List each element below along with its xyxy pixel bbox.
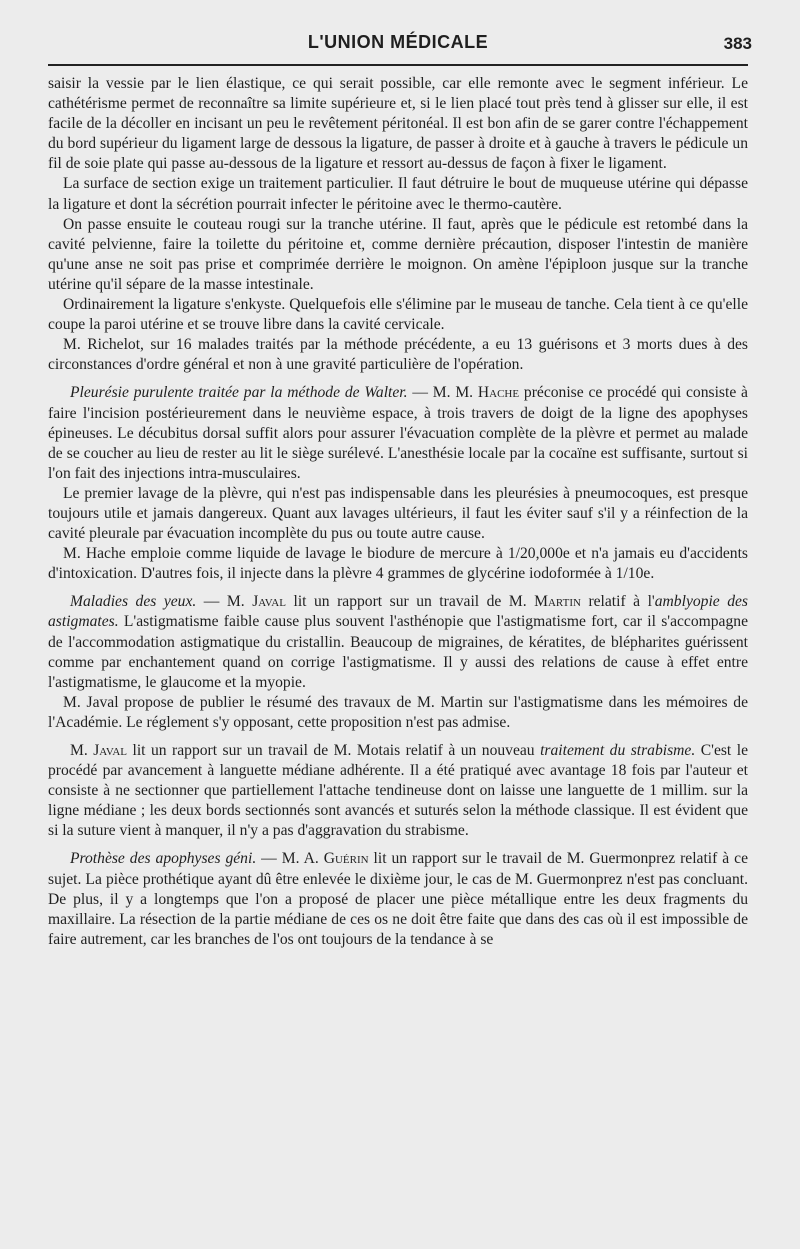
page-header bbox=[48, 0, 752, 62]
page-number: 383 bbox=[723, 34, 752, 53]
section-title: Prothèse des apophyses géni. bbox=[70, 850, 257, 868]
paragraph-5: M. Richelot, sur 16 malades traités par la méthode précédente, a eu 13 guérisons et 3 morts dues à des circonstances d'ordre général et non à une gravité particulière de l'opération. bbox=[48, 336, 748, 374]
paragraph-10: M. Javal propose de publier le résumé des travaux de M. Martin sur l'astigmatisme dans les mémoires de l'Académie. Le réglement s'y opposant, cette proposition n'est pas admise. bbox=[48, 693, 748, 731]
paragraph-8: M. Hache emploie comme liquide de lavage le biodure de mercure à 1/20,000e et n'a jamais eu d'accidents d'intoxication. D'autres fois, il injecte dans la plèvre 4 grammes de glycérine iodoformée à 1/10e. bbox=[48, 545, 748, 583]
author-name: Guérin bbox=[323, 850, 369, 868]
subject-title: amblyopie des astigmates. bbox=[48, 593, 748, 631]
paragraph-4: Ordinairement la ligature s'enkyste. Quelquefois elle s'élimine par le museau de tanche. Cela tient à ce qu'elle coupe la paroi utérine et se trouve libre dans la cavité cervicale. bbox=[48, 296, 748, 334]
section-title: Maladies des yeux. bbox=[70, 593, 197, 611]
section-prothese: Prothèse des apophyses géni. — M. A. Guérin lit un rapport sur le travail de M. Guermonprez relatif à ce sujet. La pièce prothétique ayant dû être enlevée le dixième jour, le cas de M. Guermonprez n'est pas concluant. De plus, il y a longtemps que l'on a proposé de placer une pièce métallique entre les deux fragments du maxillaire. La résection de la partie médiane de ces os ne doit être faite que dans des cas où il est impossible de faire autrement, car les branches de l'os ont toujours de la tendance à se bbox=[48, 850, 748, 948]
running-title: L'UNION MÉDICALE bbox=[307, 32, 489, 52]
paragraph-2: La surface de section exige un traitement particulier. Il faut détruire le bout de muqueuse utérine qui dépasse la ligature et dont la sécrétion pourrait infecter le péritoine avec le thermo-cautère. bbox=[48, 175, 748, 213]
author-name: Javal bbox=[252, 593, 286, 611]
section-pleuresie: Pleurésie purulente traitée par la méthode de Walter. — M. M. Hache préconise ce procédé qui consiste à faire l'incision postérieurement dans le neuvième espace, à trois travers de doigt de la ligne des apophyses épineuses. Le décubitus dorsal suffit alors pour assurer l'évacuation complète de la plèvre et permet au malade de se coucher au lieu de rester au lit le siège surélevé. L'anesthésie locale par la cocaïne est suffisante, surtout si l'on fait des injections intra-musculaires. bbox=[48, 384, 748, 482]
author-name: Hache bbox=[477, 384, 520, 402]
section-title: Pleurésie purulente traitée par la méthode de Walter. bbox=[70, 384, 408, 402]
paragraph-3: On passe ensuite le couteau rougi sur la tranche utérine. Il faut, après que le pédicule est retombé dans la cavité pelvienne, faire la toilette du péritoine et, comme dernière précaution, disposer l'intestin de manière qu'une anse ne soit pas prise et comprimée derrière le moignon. On amène l'épiploon jusque sur la tranche utérine qu'il sépare de la masse intestinale. bbox=[48, 215, 748, 293]
author-name: Javal bbox=[93, 742, 128, 759]
section-strabisme: M. Javal lit un rapport sur un travail de M. Motais relatif à un nouveau traitement du strabisme. C'est le procédé par avancement à languette médiane adhérente. Il a été pratiqué avec avantage 18 fois par l'auteur et consiste à ne sectionner que partiellement l'attache tendineuse dont on laisse une languette de 1 millim. sur la ligne médiane ; les deux bords sectionnés sont avancés et suturés selon la méthode classique. Il est évident que si la suture vient à manquer, il n'y a pas d'aggravation du strabisme. bbox=[48, 742, 748, 840]
author-name: Martin bbox=[534, 593, 581, 611]
section-maladies-yeux: Maladies des yeux. — M. Javal lit un rapport sur un travail de M. Martin relatif à l'amblyopie des astigmates. L'astigmatisme faible cause plus souvent l'asthénopie que l'astigmatisme fort, car il s'accompagne de l'accommodation astigmatique du cristallin. Beaucoup de migraines, de kératites, de blépharites guérissent comme par enchantement quand on corrige l'astigmatisme. Il y aussi des relations de cause à effet entre l'astigmatisme, le glaucome et la myopie. bbox=[48, 593, 748, 691]
article-body bbox=[48, 74, 748, 950]
paragraph-1: saisir la vessie par le lien élastique, ce qui serait possible, car elle remonte avec le segment inférieur. Le cathétérisme permet de reconnaître sa limite supérieure et, si le lien placé tout près tend à glisser sur elle, il est facile de la décoller en incisant un peu le revêtement péritonéal. Il est bon afin de se garer contre l'échappement du bord supérieur du ligament large de dessous la ligature, de passer à droite et à gauche à travers le pédicule un fil de soie plate qui passe au-dessous de la ligature et ressort au-dessus de façon à fixer le ligament. bbox=[48, 75, 748, 173]
header-rule bbox=[48, 64, 748, 66]
paragraph-7: Le premier lavage de la plèvre, qui n'est pas indispensable dans les pleurésies à pneumocoques, est presque toujours utile et jamais dangereux. Quant aux lavages ultérieurs, il faut les éviter sauf s'il y a réinfection de la cavité pleurale par évacuation incomplète du pus ou toute autre cause. bbox=[48, 484, 748, 543]
subject-title: traitement du strabisme. bbox=[540, 742, 696, 759]
